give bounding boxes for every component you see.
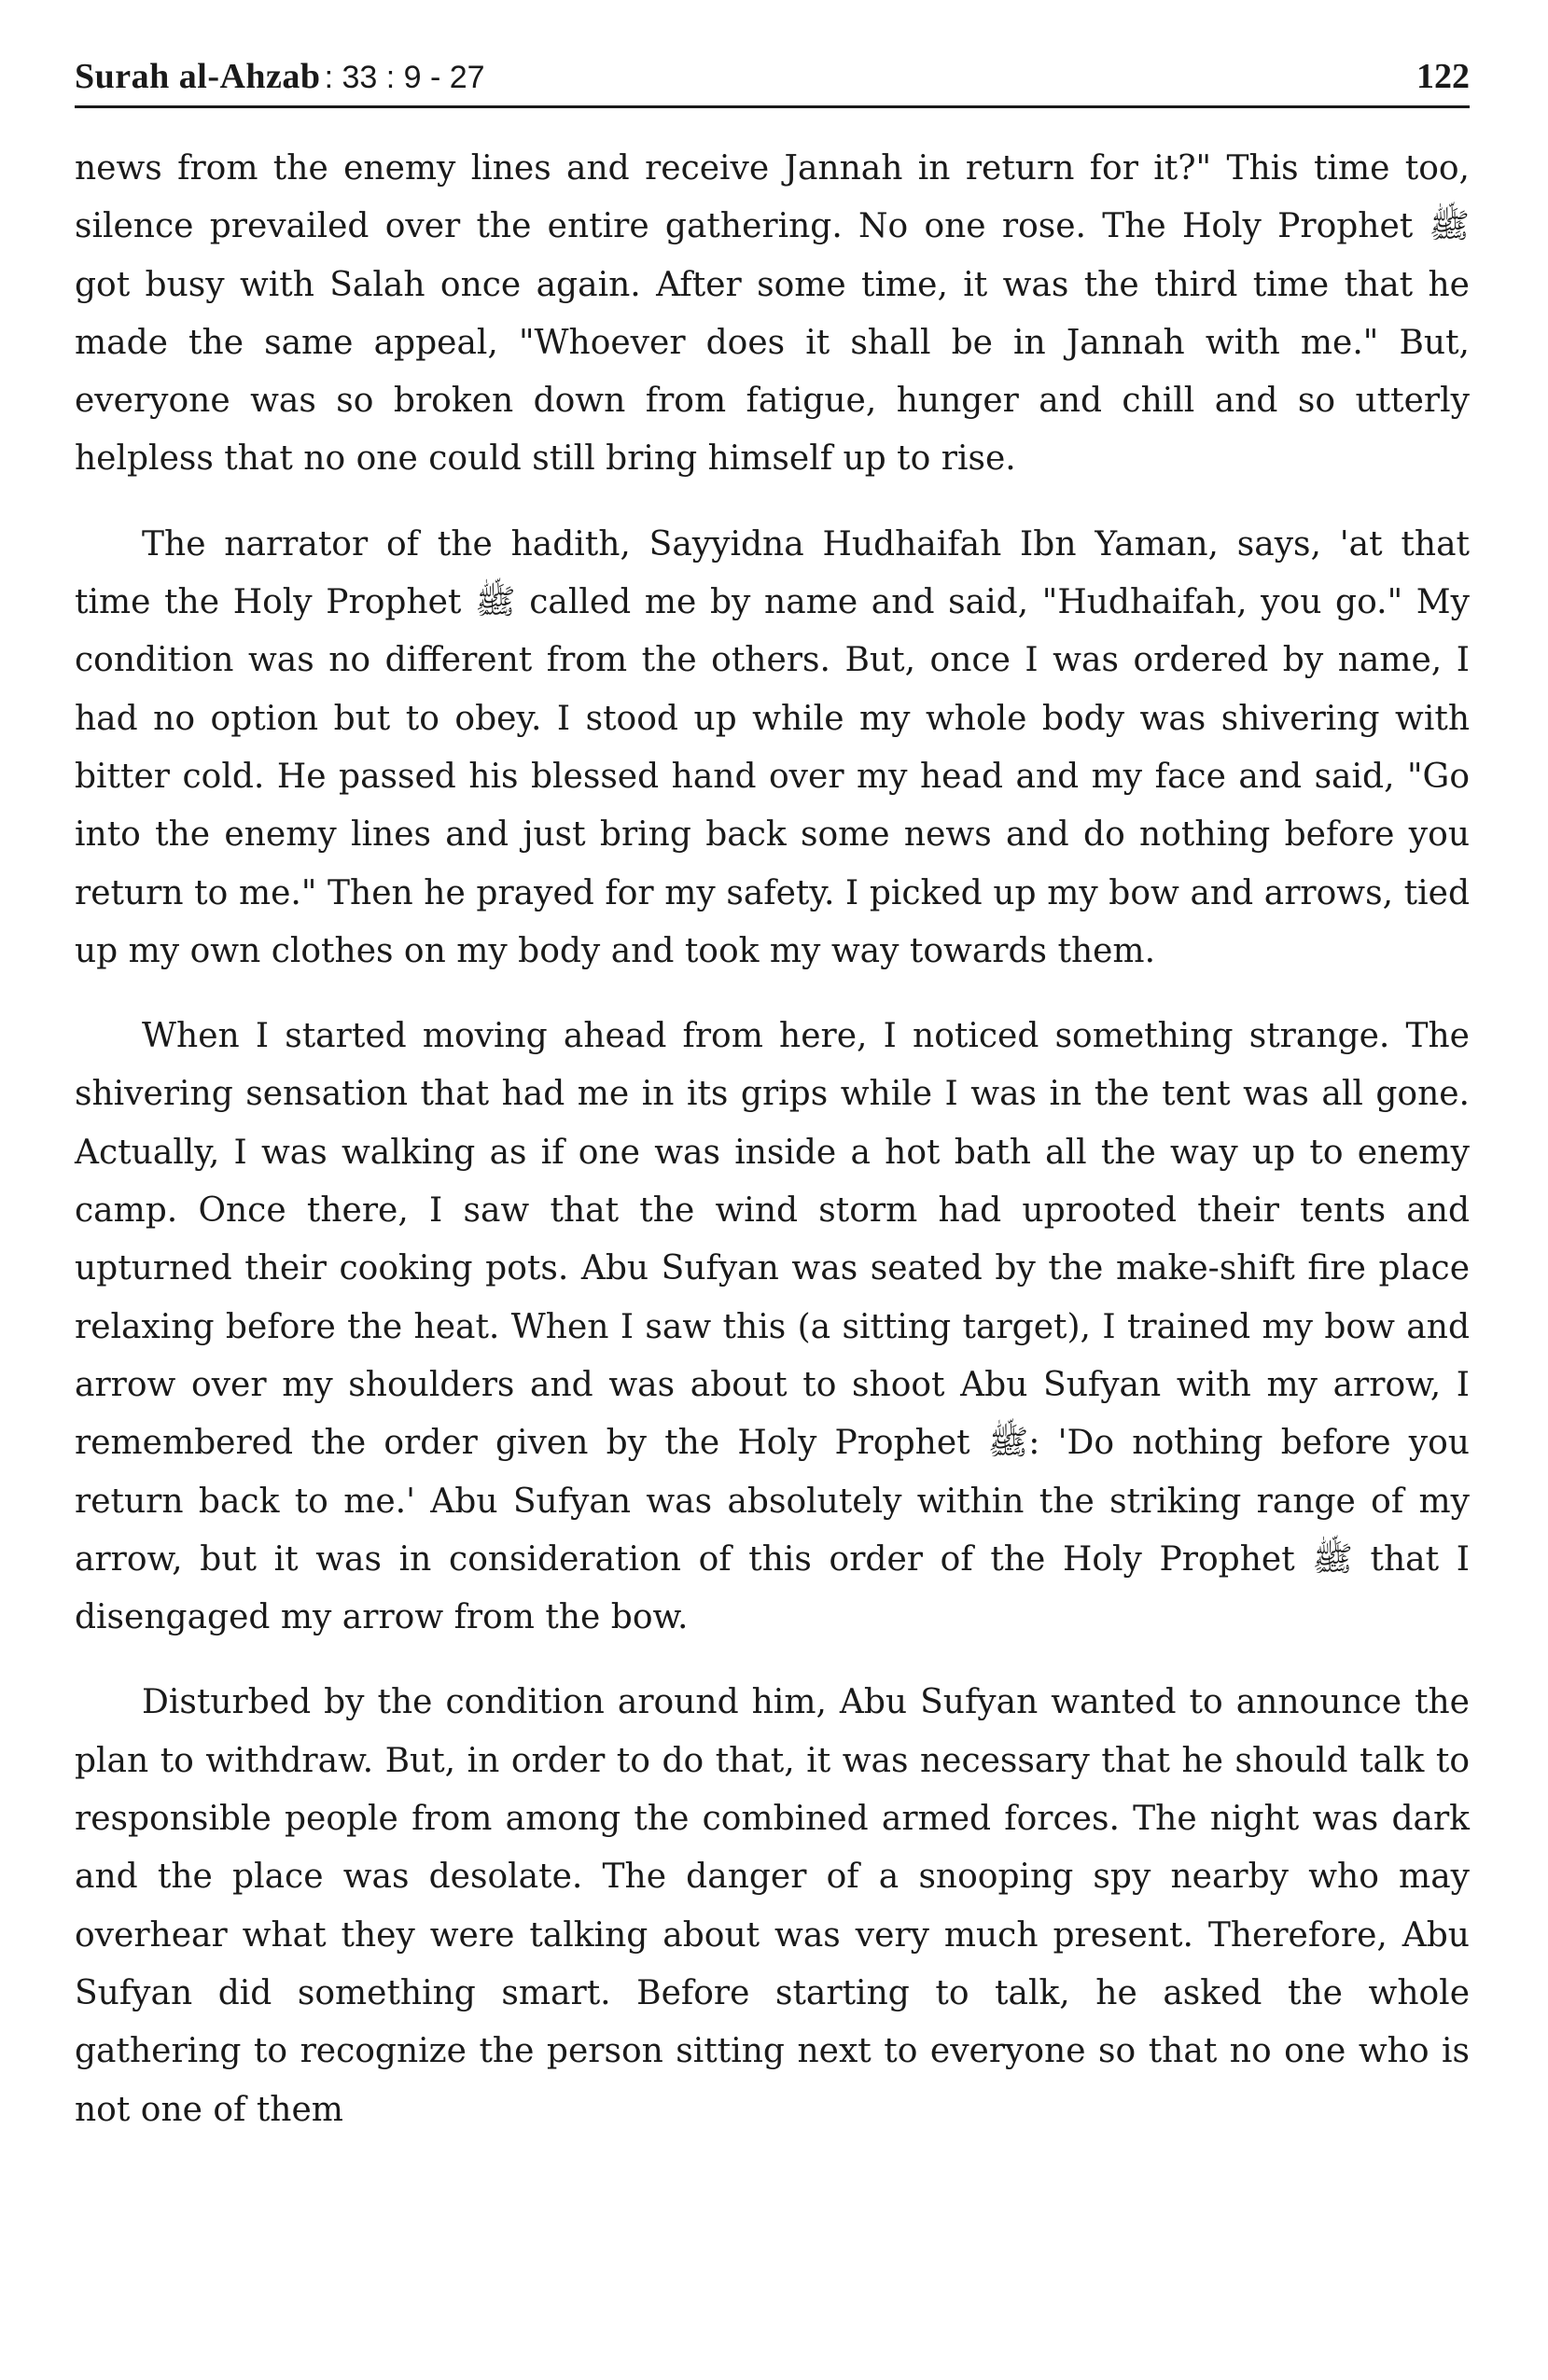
running-header <box>75 56 1470 108</box>
header-left <box>75 56 485 97</box>
body-text <box>75 140 1470 2139</box>
page-number: 122 <box>1416 57 1470 96</box>
book-page <box>75 56 1470 2166</box>
paragraph-2: The narrator of the hadith, Sayyidna Hudhaifah Ibn Yaman, says, 'at that time the Holy Prophet ﷺ called me by name and said, "Hudhaifah, you go." My condition was no different from the others. But, once I was ordered by name, I had no option but to obey. I stood up while my whole body was shivering with bitter cold. He passed his blessed hand over my head and my face and said, "Go into the enemy lines and just bring back some news and do nothing before you return to me." Then he prayed for my safety. I picked up my bow and arrows, tied up my own clothes on my body and took my way towards them. <box>75 524 1470 970</box>
verse-reference: : 33 : 9 - 27 <box>324 60 485 95</box>
paragraph-4: Disturbed by the condition around him, Abu Sufyan wanted to announce the plan to withdraw. But, in order to do that, it was necessary that he should talk to responsible people from among the combined armed forces. The night was dark and the place was desolate. The danger of a snooping spy nearby who may overhear what they were talking about was very much present. Therefore, Abu Sufyan did something smart. Before starting to talk, he asked the whole gathering to recognize the person sitting next to everyone so that no one who is not one of them <box>75 1683 1470 2129</box>
paragraph-1: news from the enemy lines and receive Jannah in return for it?" This time too, silence prevailed over the entire gathering. No one rose. The Holy Prophet ﷺ got busy with Salah once again. After some time, it was the third time that he made the same appeal, "Whoever does it shall be in Jannah with me." But, everyone was so broken down from fatigue, hunger and chill and so utterly helpless that no one could still bring himself up to rise. <box>75 149 1470 479</box>
running-title: Surah al-Ahzab <box>75 57 321 96</box>
paragraph-3: When I started moving ahead from here, I noticed something strange. The shivering sensation that had me in its grips while I was in the tent was all gone. Actually, I was walking as if one was inside a hot bath all the way up to enemy camp. Once there, I saw that the wind storm had uprooted their tents and upturned their cooking pots. Abu Sufyan was seated by the make-shift fire place relaxing before the heat. When I saw this (a sitting target), I trained my bow and arrow over my shoulders and was about to shoot Abu Sufyan with my arrow, I remembered the order given by the Holy Prophet ﷺ: 'Do nothing before you return back to me.' Abu Sufyan was absolutely within the striking range of my arrow, but it was in consideration of this order of the Holy Prophet ﷺ that I disengaged my arrow from the bow. <box>75 1017 1470 1637</box>
